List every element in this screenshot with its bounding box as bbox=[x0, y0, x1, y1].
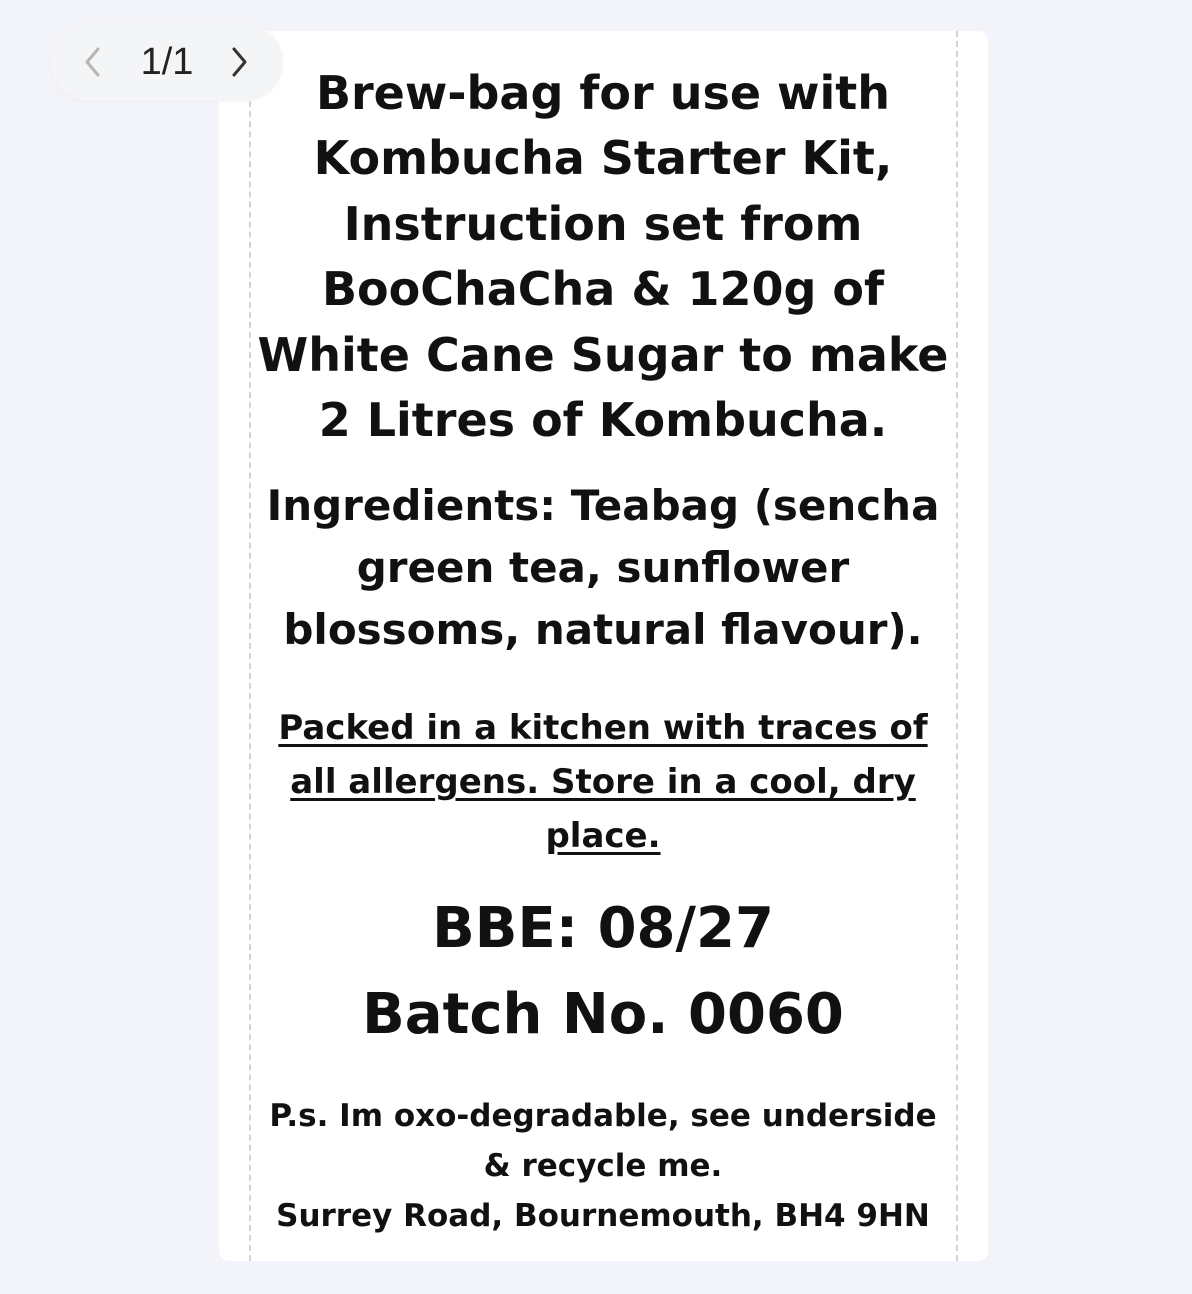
page-navigator bbox=[51, 23, 283, 101]
left-cut-line bbox=[249, 31, 251, 1261]
producer-address: Surrey Road, Bournemouth, BH4 9HN bbox=[276, 1198, 930, 1234]
recycling-note: P.s. Im oxo-degradable, see underside & recycle me. bbox=[269, 1098, 937, 1184]
batch-number: Batch No. 0060 bbox=[362, 982, 844, 1047]
page-indicator: 1/1 bbox=[140, 41, 194, 83]
right-cut-line bbox=[956, 31, 958, 1261]
best-before-date: BBE: 08/27 bbox=[432, 896, 774, 961]
chevron-left-icon bbox=[82, 45, 104, 79]
allergen-notice: Packed in a kitchen with traces of all allergens. Store in a cool, dry place. bbox=[278, 708, 928, 856]
label-title: Brew-bag for use with Kombucha Starter Kit, Instruction set from BooChaCha & 120g of White Cane Sugar to make 2 Litres of Kombucha. bbox=[257, 66, 949, 448]
next-page-button[interactable] bbox=[219, 42, 259, 82]
ingredients-text: Ingredients: Teabag (sencha green tea, sunflower blossoms, natural flavour). bbox=[266, 481, 940, 654]
previous-page-button[interactable] bbox=[73, 42, 113, 82]
chevron-right-icon bbox=[228, 45, 250, 79]
product-label bbox=[253, 31, 953, 1261]
document-page bbox=[219, 31, 988, 1261]
